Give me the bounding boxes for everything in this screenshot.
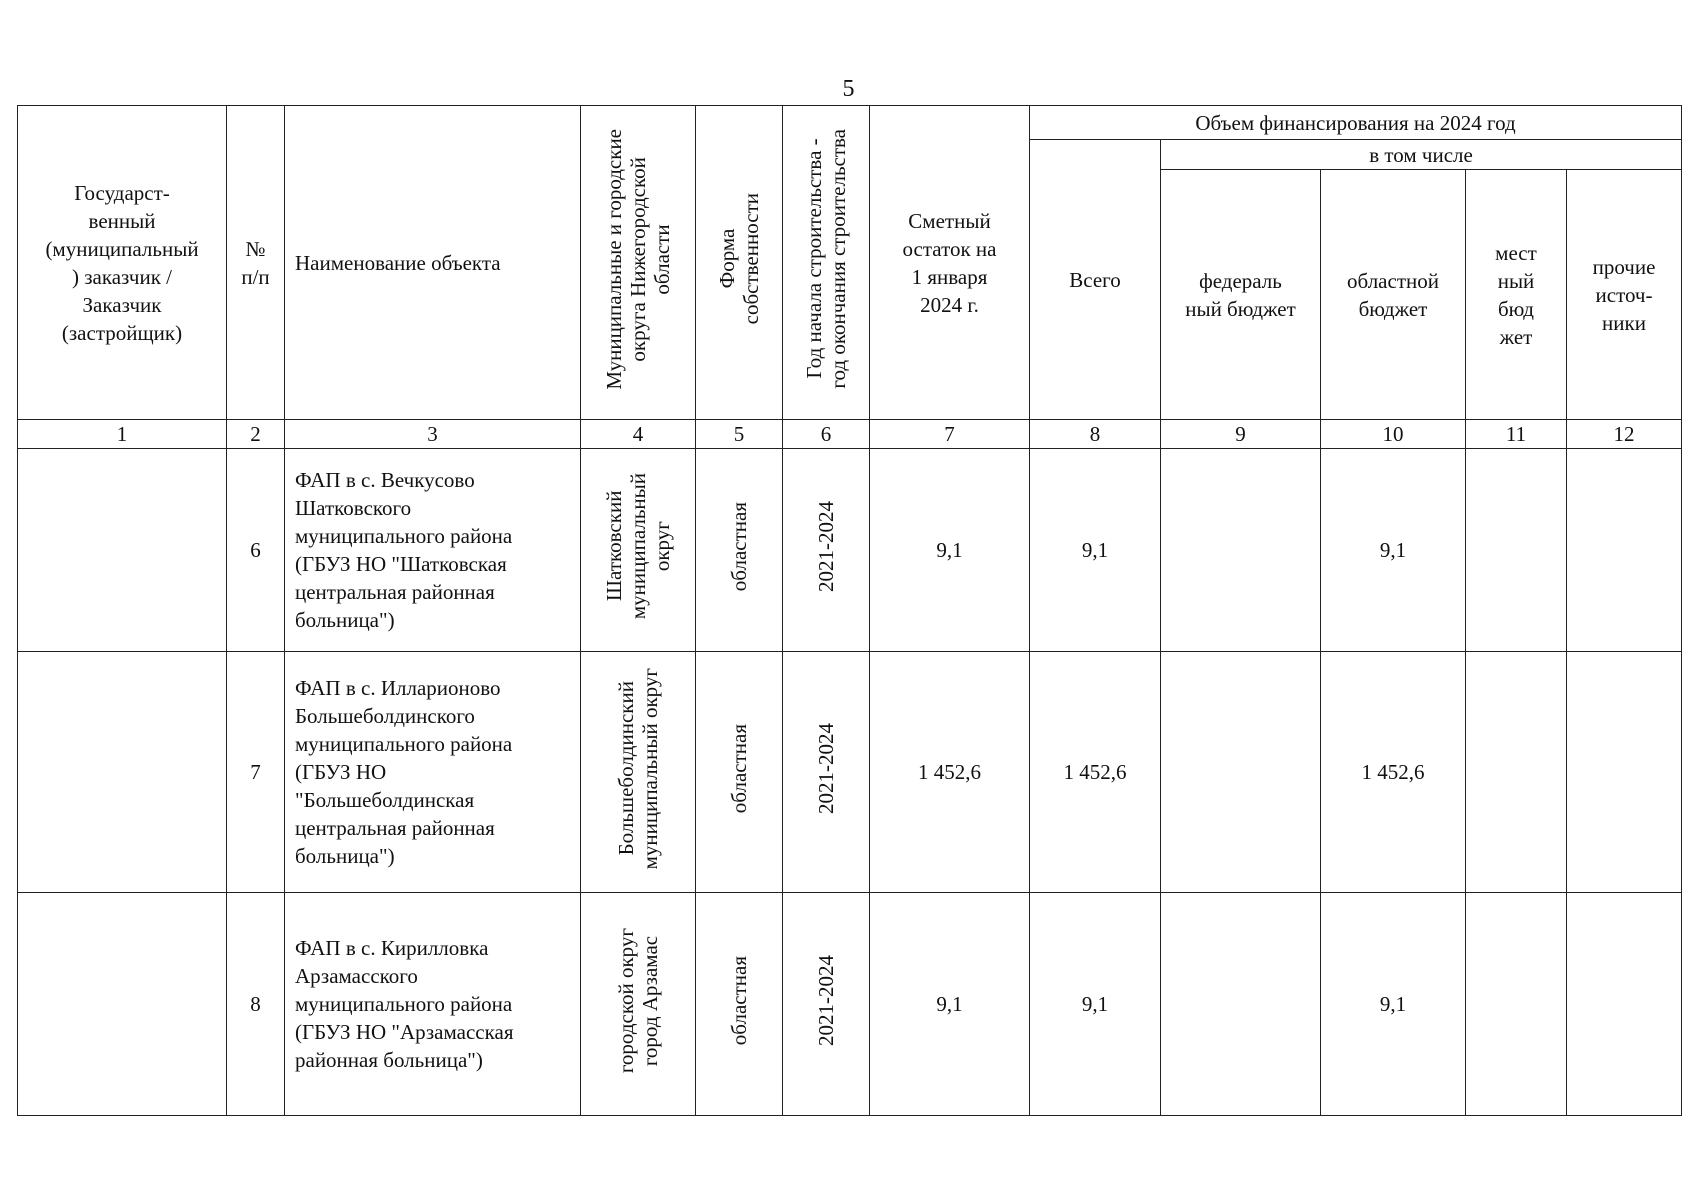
cell-object-name: ФАП в с. Илларионово Большеболдинского муниципального района (ГБУЗ НО "Большеболдинская центральная районная больница") [285,652,581,893]
cell-ownership: областная [696,449,783,652]
cell-years: 2021-2024 [783,893,870,1116]
cell-federal [1161,652,1321,893]
cell-municipality: Шатковский муниципальный округ [581,449,696,652]
cell-local [1466,893,1567,1116]
header-local: мест ный бюд жет [1466,170,1567,420]
cell-other [1567,449,1682,652]
cell-years: 2021-2024 [783,652,870,893]
cell-object-name: ФАП в с. Кирилловка Арзамасского муниципального района (ГБУЗ НО "Арзамасская районная больница") [285,893,581,1116]
header-financing: Объем финансирования на 2024 год [1030,106,1682,140]
header-years: Год начала строительства - год окончания строительства [783,106,870,420]
column-number: 8 [1030,420,1161,449]
table-row [18,893,1682,1116]
cell-municipality: Большеболдинский муниципальный округ [581,652,696,893]
column-number: 5 [696,420,783,449]
column-numbers-row [18,420,1682,449]
cell-object-name: ФАП в с. Вечкусово Шатковского муниципального района (ГБУЗ НО "Шатковская центральная районная больница") [285,449,581,652]
header-ownership: Форма собственности [696,106,783,420]
column-number: 9 [1161,420,1321,449]
cell-regional: 1 452,6 [1321,652,1466,893]
table-row [18,652,1682,893]
column-number: 1 [18,420,227,449]
column-number: 4 [581,420,696,449]
cell-number: 7 [227,652,285,893]
header-number: № п/п [227,106,285,420]
header-estimate: Сметный остаток на 1 января 2024 г. [870,106,1030,420]
cell-customer [18,893,227,1116]
financing-table [17,105,1682,1116]
column-number: 12 [1567,420,1682,449]
cell-estimate: 9,1 [870,449,1030,652]
cell-regional: 9,1 [1321,449,1466,652]
cell-local [1466,449,1567,652]
column-number: 11 [1466,420,1567,449]
header-other: прочие источ- ники [1567,170,1682,420]
column-number: 7 [870,420,1030,449]
cell-number: 8 [227,893,285,1116]
cell-total: 9,1 [1030,893,1161,1116]
cell-other [1567,893,1682,1116]
header-object-name: Наименование объекта [285,106,581,420]
cell-regional: 9,1 [1321,893,1466,1116]
column-number: 10 [1321,420,1466,449]
header-federal: федераль ный бюджет [1161,170,1321,420]
cell-total: 9,1 [1030,449,1161,652]
cell-federal [1161,449,1321,652]
cell-municipality: городской округ город Арзамас [581,893,696,1116]
cell-years: 2021-2024 [783,449,870,652]
cell-other [1567,652,1682,893]
page-number: 5 [842,76,855,102]
header-total: Всего [1030,140,1161,420]
column-number: 2 [227,420,285,449]
cell-estimate: 9,1 [870,893,1030,1116]
cell-federal [1161,893,1321,1116]
column-number: 3 [285,420,581,449]
table-row [18,449,1682,652]
cell-customer [18,449,227,652]
cell-local [1466,652,1567,893]
header-row-1 [18,106,1682,140]
cell-estimate: 1 452,6 [870,652,1030,893]
header-municipality: Муниципальные и городские округа Нижегородской области [581,106,696,420]
header-regional: областной бюджет [1321,170,1466,420]
column-number: 6 [783,420,870,449]
header-customer: Государст- венный (муниципальный ) заказчик / Заказчик (застройщик) [18,106,227,420]
cell-ownership: областная [696,652,783,893]
cell-total: 1 452,6 [1030,652,1161,893]
cell-ownership: областная [696,893,783,1116]
header-including: в том числе [1161,140,1682,170]
cell-customer [18,652,227,893]
cell-number: 6 [227,449,285,652]
